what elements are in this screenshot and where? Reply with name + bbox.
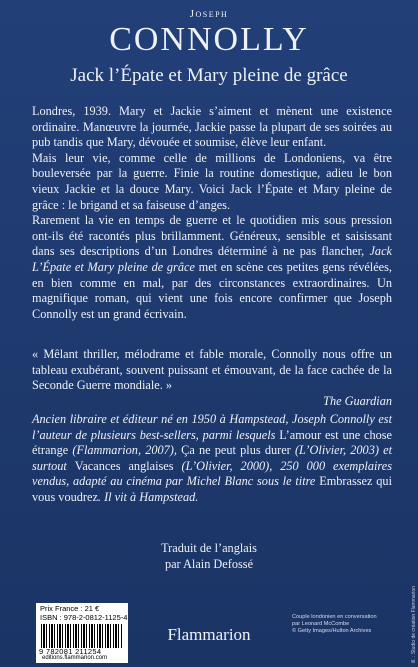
translator-credit (100, 540, 318, 572)
photo-credit (292, 614, 400, 635)
publisher-website: editions.flammarion.com (42, 655, 108, 661)
press-quote (32, 347, 392, 409)
isbn-label: ISBN : 978-2-0812-1125-4 (40, 613, 128, 622)
bio-text: (L’Olivier, 2003) et surtout (32, 443, 392, 473)
author-first-name: Joseph (189, 8, 229, 20)
blurb-paragraph-3 (32, 213, 392, 322)
blurb-text: met en scène ces petites gens révélées, en bien comme en mal, par des circonstances extraordinaires. Un magnifique roman, qui vient une fois encore confirmer que Joseph Connolly est un grand écrivain. (32, 259, 392, 321)
author-bio (32, 412, 392, 506)
price-label: Prix France : 21 € (40, 604, 100, 613)
bio-text: (L’Olivier, 2000), 250 000 exemplaires vendus, adapté au cinéma par Michel Blanc sous le titre (32, 458, 392, 489)
bio-book-title: Ça ne peut plus durer (181, 443, 291, 458)
blurb-book-title: Jack L’Épate et Mary pleine de grâce (32, 244, 392, 274)
bio-text: . Il vit à Hampstead. (97, 489, 199, 504)
photo-credit-line: Couple londonien en conversation (292, 614, 377, 620)
bio-book-title: Embrassez qui vous voudrez (32, 474, 392, 504)
blurb-paragraph-1: Londres, 1939. Mary et Jackie s’aiment et mènent une existence ordinaire. Manœuvre la journée, Jackie passe la plupart de ses soirées au pub tandis que Mary, dévouée et soumise, élève leur enfant. (32, 104, 392, 150)
translator-name: par Alain Defossé (164, 557, 254, 571)
studio-credit: ill. : Studio de création Flammarion (411, 586, 417, 663)
blurb-paragraph-2: Mais leur vie, comme celle de millions de Londoniens, va être bouleversée par la guerre. Finie la routine domestique, adieu le bon vieux Jackie et la douce Mary. Voici Jack l’Épate et Mary pleine de grâce : le brigand et sa faiseuse d’anges. (32, 150, 392, 212)
translator-line: Traduit de l’anglais (161, 541, 257, 555)
author-last-name: CONNOLLY (109, 21, 309, 58)
bio-book-title: Vacances anglaises (74, 458, 174, 473)
photo-credit-line: © Getty Images/Hulton Archives (292, 628, 372, 634)
bio-text: Ancien libraire et éditeur né en 1950 à Hampstead, Joseph Connolly est l’auteur de plusieurs best-sellers, parmi lesquels (32, 412, 392, 442)
bio-text: (Flammarion, 2007), (68, 443, 182, 458)
ean-number: 9 782081 211254 (39, 647, 102, 656)
blurb (32, 104, 392, 322)
publisher-name: Flammarion (167, 625, 251, 644)
photo-credit-line: par Leonard McCombe (292, 621, 350, 627)
blurb-text: Rarement la vie en temps de guerre et le quotidien mis sous pression ont-ils été racontés plus brillamment. Généreux, sensible et saisissant dans ses descriptions d’un Londres déterminé à ne pas flancher, (32, 213, 392, 259)
book-title: Jack l’Épate et Mary pleine de grâce (70, 65, 348, 86)
quote-source: The Guardian (323, 393, 392, 408)
bio-paragraph (32, 412, 392, 506)
quote-text: « Mêlant thriller, mélodrame et fable morale, Connolly nous offre un tableau exubérant, souvent puissant et émouvant, de la face cachée de la Seconde Guerre mondiale. » (32, 347, 392, 393)
bio-book-title: L’amour est une chose étrange (32, 427, 393, 458)
